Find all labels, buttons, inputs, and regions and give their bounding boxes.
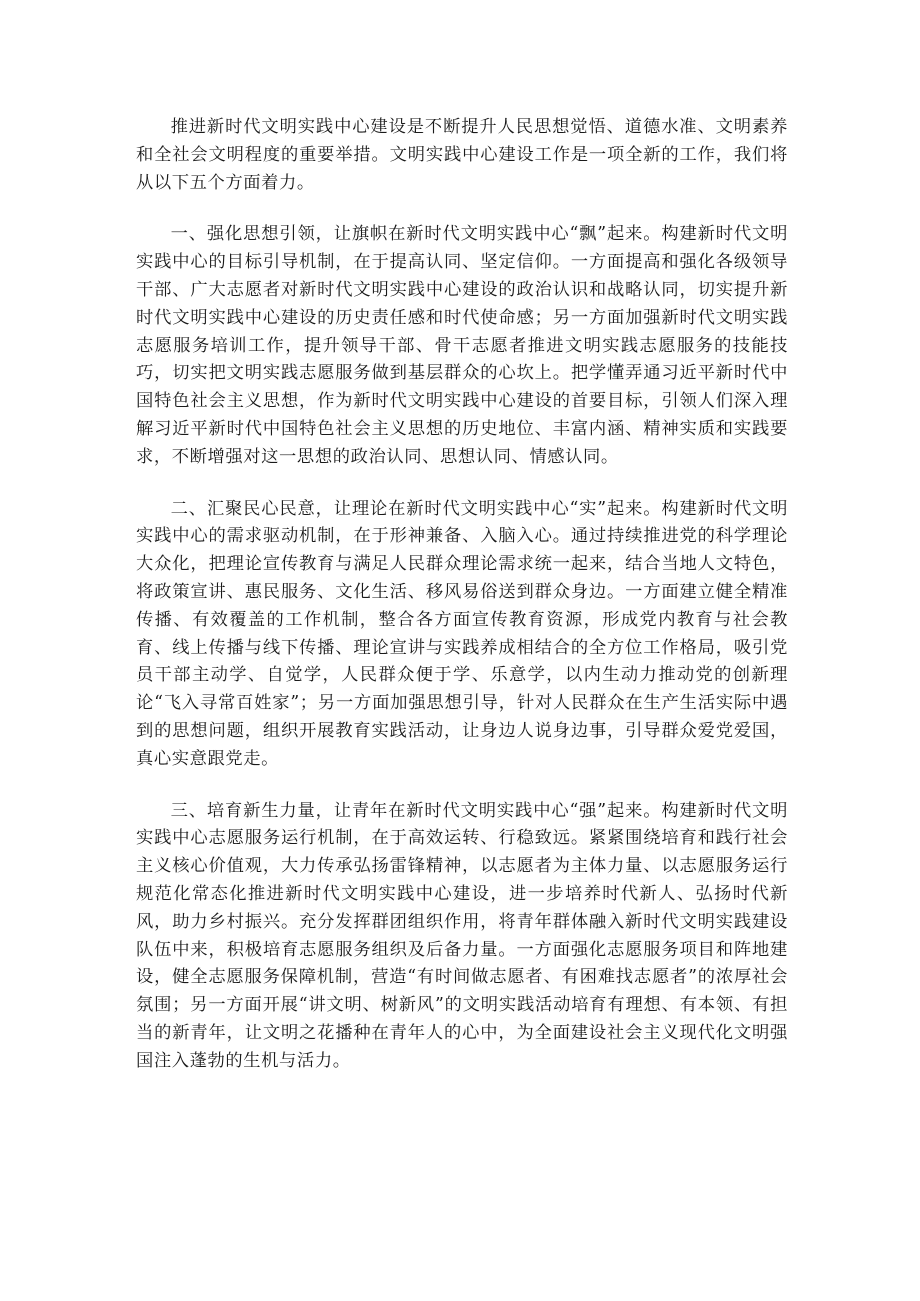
document-body [136, 114, 788, 1100]
paragraph-section-one: 一、强化思想引领，让旗帜在新时代文明实践中心“飘”起来。构建新时代文明实践中心的目标引导机制，在于提高认同、坚定信仰。一方面提高和强化各级领导干部、广大志愿者对新时代文明实践中心建设的政治认识和战略认同，切实提升新时代文明实践中心建设的历史责任感和时代使命感；另一方面加强新时代文明实践志愿服务培训工作，提升领导干部、骨干志愿者推进文明实践志愿服务的技能技巧，切实把文明实践志愿服务做到基层群众的心坎上。把学懂弄通习近平新时代中国特色社会主义思想，作为新时代文明实践中心建设的首要目标，引领人们深入理解习近平新时代中国特色社会主义思想的历史地位、丰富内涵、精神实质和实践要求，不断增强对这一思想的政治认同、思想认同、情感认同。 [136, 224, 788, 467]
paragraph-intro: 推进新时代文明实践中心建设是不断提升人民思想觉悟、道德水准、文明素养和全社会文明程度的重要举措。文明实践中心建设工作是一项全新的工作，我们将从以下五个方面着力。 [136, 117, 788, 193]
paragraph-section-two: 二、汇聚民心民意，让理论在新时代文明实践中心“实”起来。构建新时代文明实践中心的需求驱动机制，在于形神兼备、入脑入心。通过持续推进党的科学理论大众化，把理论宣传教育与满足人民群众理论需求统一起来，结合当地人文特色，将政策宣讲、惠民服务、文化生活、移风易俗送到群众身边。一方面建立健全精准传播、有效覆盖的工作机制，整合各方面宣传教育资源，形成党内教育与社会教育、线上传播与线下传播、理论宣讲与实践养成相结合的全方位工作格局，吸引党员干部主动学、自觉学，人民群众便于学、乐意学，以内生动力推动党的创新理论“飞入寻常百姓家”；另一方面加强思想引导，针对人民群众在生产生活实际中遇到的思想问题，组织开展教育实践活动，让身边人说身边事，引导群众爱党爱国，真心实意跟党走。 [136, 498, 788, 769]
paragraph-section-three: 三、培育新生力量，让青年在新时代文明实践中心“强”起来。构建新时代文明实践中心志愿服务运行机制，在于高效运转、行稳致远。紧紧围绕培育和践行社会主义核心价值观，大力传承弘扬雷锋精神，以志愿者为主体力量、以志愿服务运行规范化常态化推进新时代文明实践中心建设，进一步培养时代新人、弘扬时代新风，助力乡村振兴。充分发挥群团组织作用，将青年群体融入新时代文明实践建设队伍中来，积极培育志愿服务组织及后备力量。一方面强化志愿服务项目和阵地建设，健全志愿服务保障机制，营造“有时间做志愿者、有困难找志愿者”的浓厚社会氛围；另一方面开展“讲文明、树新风”的文明实践活动培育有理想、有本领、有担当的新青年，让文明之花播种在青年人的心中，为全面建设社会主义现代化文明强国注入蓬勃的生机与活力。 [136, 800, 788, 1071]
